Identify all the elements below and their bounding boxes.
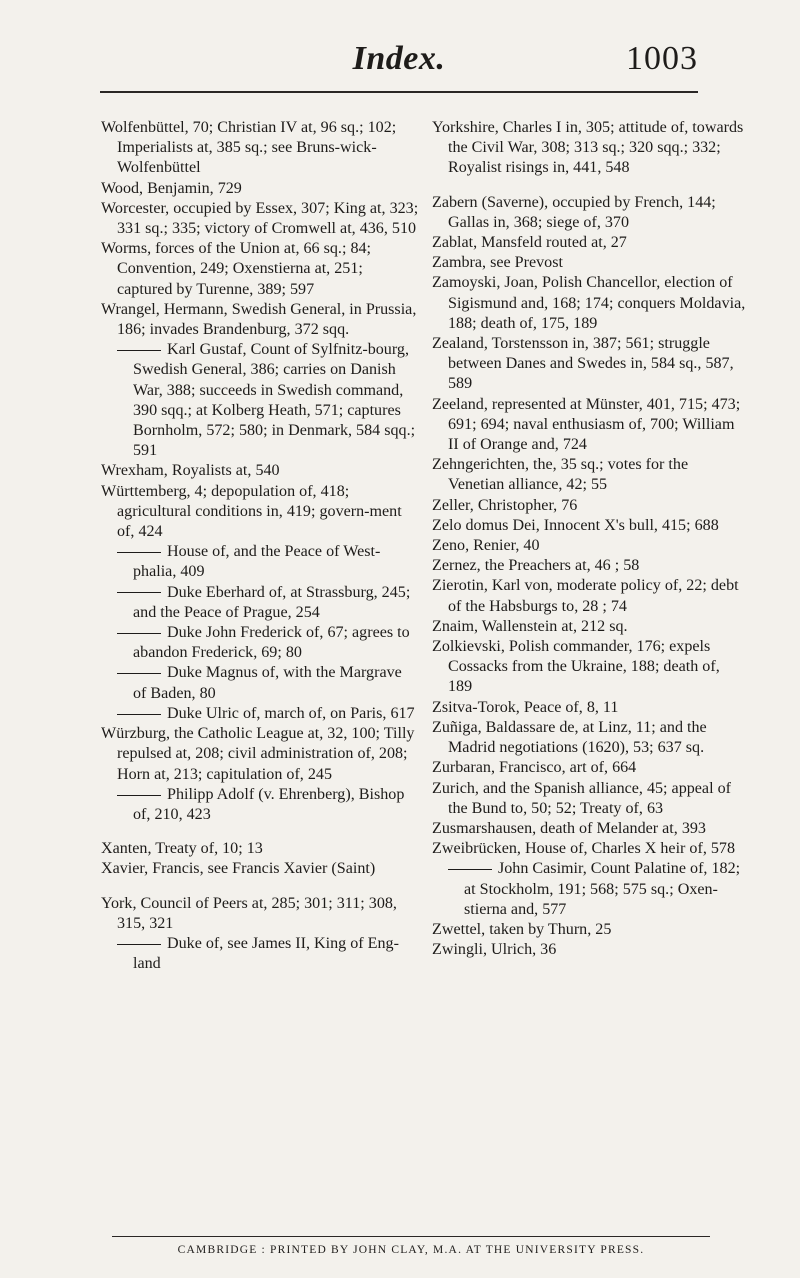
index-entry: [432, 839, 746, 859]
index-entry-text: Zwettel, taken by Thurn, 25: [432, 920, 612, 938]
index-subentry: [101, 340, 419, 461]
index-entry: [101, 461, 419, 481]
index-subentry: [101, 785, 419, 825]
index-entry: [432, 940, 746, 960]
index-entry: [432, 698, 746, 718]
printer-imprint: CAMBRIDGE : PRINTED BY JOHN CLAY, M.A. AT THE UNIVERSITY PRESS.: [177, 1244, 645, 1256]
index-entry-text: Zabern (Saverne), occupied by French, 144; Gallas in, 368; siege of, 370: [432, 193, 716, 231]
index-subentry: [101, 663, 419, 703]
index-entry-text: Zurbaran, Francisco, art of, 664: [432, 759, 637, 777]
index-entry-text: Zambra, see Prevost: [432, 254, 563, 272]
index-entry: [432, 395, 746, 456]
index-entry: [101, 859, 419, 879]
ditto-dash: [117, 633, 161, 634]
index-subentry: [101, 623, 419, 663]
index-entry-text: Zeeland, represented at Münster, 401, 715; 473; 691; 694; naval enthusiasm of, 700; William II of Orange and, 724: [432, 395, 741, 454]
index-entry: [101, 839, 419, 859]
ditto-dash: [117, 944, 161, 945]
index-entry-text: Zeller, Christopher, 76: [432, 496, 578, 514]
index-subentry: [101, 583, 419, 623]
index-entry: [432, 273, 746, 334]
index-entry-text: Duke Ulric of, march of, on Paris, 617: [167, 704, 415, 722]
index-entry-text: Yorkshire, Charles I in, 305; attitude of, towards the Civil War, 308; 313 sq.; 320 sqq.; 332; Royalist risings in, 441, 548: [432, 119, 744, 177]
index-entry-text: Worms, forces of the Union at, 66 sq.; 84; Convention, 249; Oxenstierna at, 251; captured by Turenne, 389; 597: [101, 240, 372, 298]
index-entry-text: Zealand, Torstensson in, 387; 561; struggle between Danes and Swedes in, 584 sq., 587, 589: [432, 335, 734, 393]
index-entry-text: Duke of, see James II, King of Eng-land: [133, 934, 399, 973]
index-entry: [432, 253, 746, 273]
index-entry-text: Zolkievski, Polish commander, 176; expels Cossacks from the Ukraine, 188; death of, 189: [432, 638, 720, 696]
index-entry-text: Xanten, Treaty of, 10; 13: [101, 840, 263, 858]
index-entry-text: Zernez, the Preachers at, 46 ; 58: [432, 557, 640, 575]
index-entry: [432, 334, 746, 395]
ditto-dash: [117, 592, 161, 593]
ditto-dash: [117, 552, 161, 553]
index-column-left: [101, 118, 419, 974]
index-entry: [432, 819, 746, 839]
index-entry: [432, 920, 746, 940]
index-entry: [432, 576, 746, 616]
page-title: Index.: [352, 40, 446, 77]
index-entry: [101, 482, 419, 543]
index-entry: [101, 179, 419, 199]
index-entry: [432, 193, 746, 233]
index-entry-text: York, Council of Peers at, 285; 301; 311; 308, 315, 321: [101, 894, 397, 932]
index-entry-text: Zurich, and the Spanish alliance, 45; appeal of the Bund to, 50; 52; Treaty of, 63: [432, 779, 731, 817]
index-entry: [432, 455, 746, 495]
index-entry-text: Württemberg, 4; depopulation of, 418; agricultural conditions in, 419; govern-ment of, 424: [101, 482, 402, 541]
page-number: 1003: [626, 40, 698, 77]
index-entry-text: Wrexham, Royalists at, 540: [101, 462, 280, 480]
index-entry-text: John Casimir, Count Palatine of, 182; at Stockholm, 191; 568; 575 sq.; Oxen-stierna and, 577: [464, 860, 741, 918]
ditto-dash: [117, 714, 161, 715]
index-entry-text: Wrangel, Hermann, Swedish General, in Prussia, 186; invades Brandenburg, 372 sqq.: [101, 300, 417, 339]
index-entry-text: Karl Gustaf, Count of Sylfnitz-bourg, Swedish General, 386; carries on Danish War, 388; succeeds in Swedish command, 390 sqq.; at Kolberg Heath, 571; captures Bornholm, 572; 580; in Denmark, 584 sqq.; 591: [133, 341, 416, 460]
index-entry-text: Zelo domus Dei, Innocent X's bull, 415; 688: [432, 516, 719, 534]
page-header: [100, 38, 698, 94]
index-entry: [101, 300, 419, 340]
index-entry-text: Zsitva-Torok, Peace of, 8, 11: [432, 698, 619, 716]
ditto-dash: [117, 673, 161, 674]
index-entry: [101, 239, 419, 300]
index-entry: [101, 894, 419, 934]
index-entry-text: Zehngerichten, the, 35 sq.; votes for the Venetian alliance, 42; 55: [432, 456, 689, 494]
index-subentry: [101, 542, 419, 582]
index-subentry: [101, 934, 419, 974]
index-entry-text: Zwingli, Ulrich, 36: [432, 941, 557, 959]
index-entry: [432, 233, 746, 253]
index-entry: [432, 556, 746, 576]
index-entry-text: Worcester, occupied by Essex, 307; King at, 323; 331 sq.; 335; victory of Cromwell at, 436, 510: [101, 199, 419, 238]
index-entry: [432, 718, 746, 758]
footer-rule: [112, 1236, 710, 1237]
index-entry: [101, 724, 419, 785]
index-entry-text: Zeno, Renier, 40: [432, 537, 540, 555]
index-entry-text: Philipp Adolf (v. Ehrenberg), Bishop of, 210, 423: [133, 785, 405, 823]
index-entry-text: Duke John Frederick of, 67; agrees to abandon Frederick, 69; 80: [133, 624, 410, 662]
index-entry-text: Zierotin, Karl von, moderate policy of, 22; debt of the Habsburgs to, 28 ; 74: [432, 577, 739, 615]
index-entry: [432, 758, 746, 778]
index-entry: [432, 617, 746, 637]
index-entry-text: House of, and the Peace of West-phalia, 409: [133, 543, 381, 581]
index-entry-text: Zablat, Mansfeld routed at, 27: [432, 234, 627, 252]
ditto-dash: [117, 350, 161, 351]
index-entry: [432, 779, 746, 819]
index-entry: [432, 496, 746, 516]
index-entry-text: Wood, Benjamin, 729: [101, 179, 242, 197]
index-entry: [432, 637, 746, 698]
index-entry-text: Duke Magnus of, with the Margrave of Baden, 80: [133, 664, 402, 702]
index-entry-text: Duke Eberhard of, at Strassburg, 245; and the Peace of Prague, 254: [133, 583, 411, 621]
index-entry: [432, 536, 746, 556]
index-entry-text: Zuñiga, Baldassare de, at Linz, 11; and the Madrid negotiations (1620), 53; 637 sq.: [432, 718, 707, 757]
index-entry-text: Würzburg, the Catholic League at, 32, 100; Tilly repulsed at, 208; civil administration of, 208; Horn at, 213; capitulation of, 245: [101, 725, 415, 783]
ditto-dash: [117, 795, 161, 796]
index-entry-text: Wolfenbüttel, 70; Christian IV at, 96 sq.; 102; Imperialists at, 385 sq.; see Bruns-wick-Wolfenbüttel: [101, 119, 397, 177]
index-entry-text: Znaim, Wallenstein at, 212 sq.: [432, 617, 628, 635]
index-entry-text: Zusmarshausen, death of Melander at, 393: [432, 819, 706, 837]
index-entry: [101, 199, 419, 239]
index-subentry: [101, 704, 419, 724]
index-entry-text: Xavier, Francis, see Francis Xavier (Saint): [101, 860, 376, 878]
index-entry: [101, 118, 419, 179]
index-entry: [432, 118, 746, 179]
ditto-dash: [448, 869, 492, 870]
index-subentry: [432, 859, 746, 920]
index-entry-text: Zamoyski, Joan, Polish Chancellor, election of Sigismund and, 168; 174; conquers Moldavia, 188; death of, 175, 189: [432, 274, 746, 332]
index-column-right: [432, 118, 746, 960]
index-entry: [432, 516, 746, 536]
index-entry-text: Zweibrücken, House of, Charles X heir of, 578: [432, 840, 736, 858]
header-rule: [100, 91, 698, 93]
